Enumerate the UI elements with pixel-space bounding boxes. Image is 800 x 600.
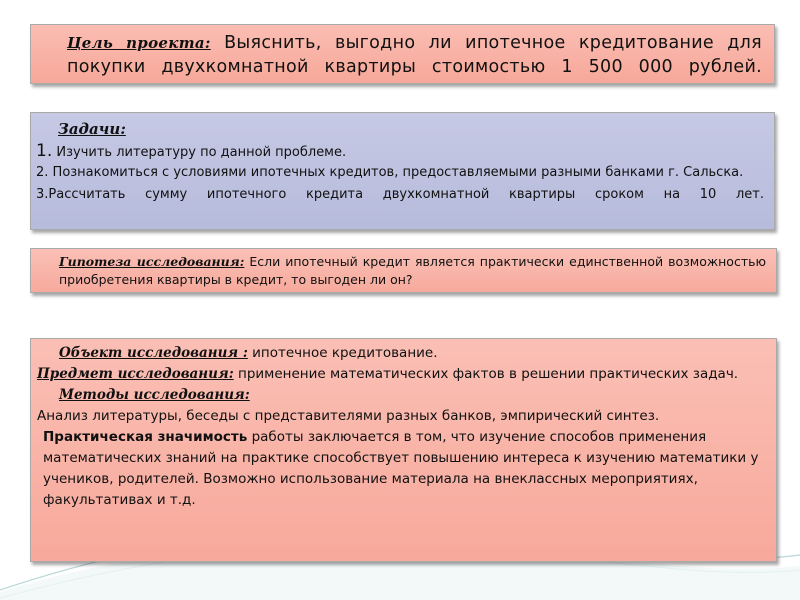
object-line — [37, 343, 766, 364]
task-number-3: 3. — [36, 187, 49, 202]
methods-heading — [37, 385, 766, 406]
tasks-box — [30, 112, 775, 230]
task-text-1: Изучить литературу по данной проблеме. — [52, 145, 347, 160]
hypothesis-label: Гипотеза исследования: — [59, 254, 245, 269]
significance-text: работы заключается в том, что изучение способов применения математических знаний на практике способствует повышению интереса к изучению математики у учеников, родителей. Возможно использование материала на внеклассных мероприятиях, факультативах и т.д. — [43, 429, 759, 508]
tasks-heading — [36, 119, 764, 141]
project-goal-box — [30, 24, 775, 84]
significance-label: Практическая значимость — [43, 429, 248, 445]
hypothesis-line — [37, 253, 766, 289]
tasks-label: Задачи: — [58, 120, 126, 138]
research-box — [30, 338, 777, 562]
object-label: Объект исследования : — [59, 345, 248, 361]
significance-line — [37, 427, 766, 511]
methods-line — [37, 406, 766, 427]
task-item-3 — [36, 185, 764, 205]
task-number-2: 2. — [36, 165, 49, 180]
methods-label: Методы исследования: — [59, 387, 250, 403]
task-item-2 — [36, 163, 764, 183]
methods-text: Анализ литературы, беседы с представителями разных банков, эмпирический синтез. — [37, 408, 660, 424]
task-item-1 — [36, 141, 764, 163]
goal-label: Цель проекта: — [67, 34, 211, 52]
hypothesis-text: Если ипотечный кредит является практически единственной возможностью приобретения квартиры в кредит, то выгоден ли он? — [59, 254, 766, 287]
subject-text: применение математических фактов в решении практических задач. — [233, 366, 739, 382]
task-text-2: Познакомиться с условиями ипотечных кредитов, предоставляемыми разными банками г. Сальска. — [48, 165, 744, 180]
task-number-1: 1. — [36, 141, 53, 161]
goal-line — [45, 31, 762, 79]
subject-label: Предмет исследования: — [37, 366, 234, 382]
hypothesis-box — [30, 248, 777, 293]
task-text-3: Рассчитать сумму ипотечного кредита двухкомнатной квартиры сроком на 10 лет. — [48, 187, 764, 202]
goal-text: Выяснить, выгодно ли ипотечное кредитование для покупки двухкомнатной квартиры стоимостью 1 500 000 рублей. — [67, 33, 762, 77]
object-text: ипотечное кредитование. — [247, 345, 438, 361]
subject-line — [37, 364, 766, 385]
